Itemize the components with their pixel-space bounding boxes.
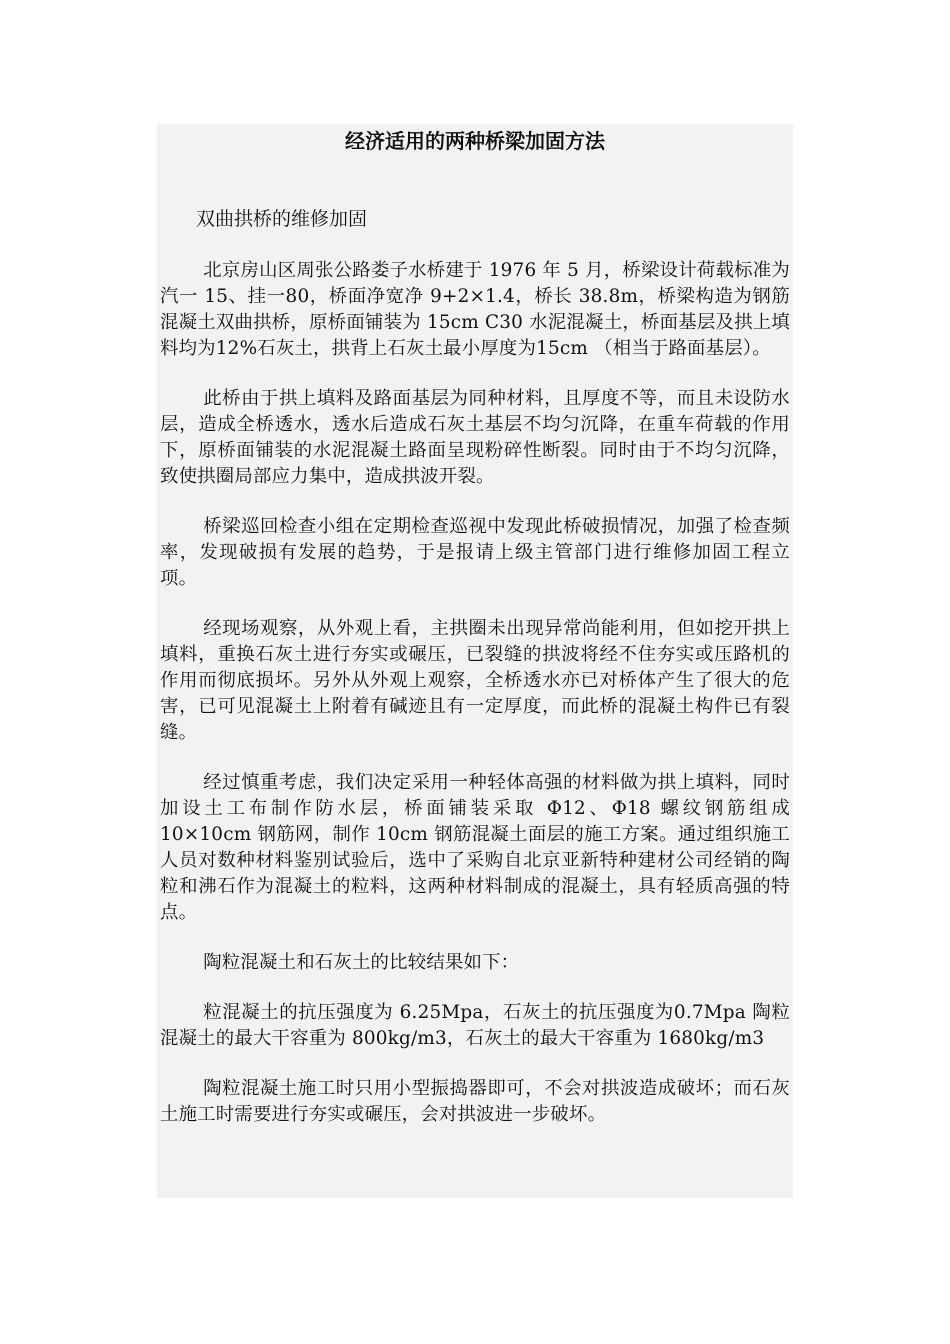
paragraph-2: 此桥由于拱上填料及路面基层为同种材料，且厚度不等，而且未设防水层，造成全桥透水，透水后造成石灰土基层不均匀沉降，在重车荷载的作用下，原桥面铺装的水泥混凝土路面呈现粉碎性断裂。同时由于不均匀沉降，致使拱圈局部应力集中，造成拱波开裂。 [160,388,790,487]
paragraph-7: 粒混凝土的抗压强度为 6.25Mpa，石灰土的抗压强度为0.7Mpa 陶粒混凝土的最大干容重为 800kg/m3，石灰土的最大干容重为 1680kg/m3 [160,1002,790,1049]
paragraph-4: 经现场观察，从外观上看，主拱圈未出现异常尚能利用，但如挖开拱上填料，重换石灰土进行夯实或碾压，已裂缝的拱波将经不住夯实或压路机的作用而彻底损坏。另外从外观上观察，全桥透水亦已对桥体产生了很大的危害，已可见混凝土上附着有碱迹且有一定厚度，而此桥的混凝土构件已有裂缝。 [160,618,790,743]
paragraph-1: 北京房山区周张公路娄子水桥建于 1976 年 5 月，桥梁设计荷载标准为汽一 15、挂一80，桥面净宽净 9+2×1.4，桥长 38.8m，桥梁构造为钢筋混凝土双曲拱桥，原桥面铺装为 15cm C30 水泥混凝土，桥面基层及拱上填料均为12%石灰土，拱背上石灰土最小厚度为15cm （相当于路面基层）。 [160,260,790,359]
section-heading: 双曲拱桥的维修加固 [196,208,368,230]
paragraph-6: 陶粒混凝土和石灰土的比较结果如下： [203,952,520,973]
paragraph-5: 经过慎重考虑，我们决定采用一种轻体高强的材料做为拱上填料，同时加设土工布制作防水层，桥面铺装采取 Φ12、Φ18 螺纹钢筋组成 10×10cm 钢筋网，制作 10cm 钢筋混凝土面层的施工方案。通过组织施工人员对数种材料鉴别试验后，选中了采购自北京亚新特种建材公司经销的陶粒和沸石作为混凝土的粒料，这两种材料制成的混凝土，具有轻质高强的特点。 [160,772,790,923]
paragraph-3: 桥梁巡回检查小组在定期检查巡视中发现此桥破损情况，加强了检查频率，发现破损有发展的趋势，于是报请上级主管部门进行维修加固工程立项。 [160,516,790,589]
document-title: 经济适用的两种桥梁加固方法 [345,129,605,153]
document-body [157,124,793,1198]
paragraph-8: 陶粒混凝土施工时只用小型振捣器即可，不会对拱波造成破坏；而石灰土施工时需要进行夯实或碾压，会对拱波进一步破坏。 [160,1078,790,1125]
